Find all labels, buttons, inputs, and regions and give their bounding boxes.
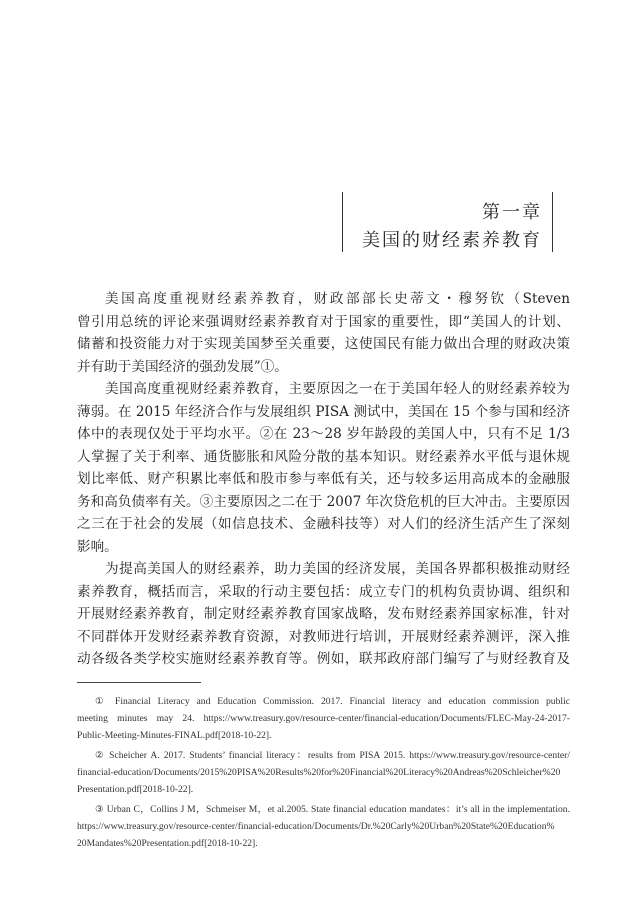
footnotes (77, 693, 570, 855)
footnote-line: ① Financial Literacy and Education Commission. 2017. Financial literacy and education commission public (95, 696, 570, 707)
footnote-line: Public-Meeting-Minutes-FINAL.pdf[2018-10-22]. (77, 730, 272, 741)
paragraph-line: 务和高负债率有关。③主要原因之二在于 2007 年次贷危机的巨大冲击。主要原因 (77, 493, 570, 510)
paragraph-line: 素养教育，概括而言，采取的行动主要包括：成立专门的机构负责协调、组织和 (77, 583, 570, 600)
footnote-line: 20Mandates%20Presentation.pdf[2018-10-22]. (77, 838, 258, 849)
footnote-line: https://www.treasury.gov/resource-center/financial-education/Documents/Dr.%20Carly%20Urban%20State%20Education% (77, 821, 555, 832)
footnote-line: Presentation.pdf[2018-10-22]. (77, 784, 194, 795)
paragraph-line: 为提高美国人的财经素养，助力美国的经济发展，美国各界都积极推动财经 (105, 561, 570, 577)
paragraph-line: 开展财经素养教育，制定财经素养教育国家战略，发布财经素养国家标准，针对 (77, 606, 570, 622)
body-text (77, 288, 570, 671)
chapter-title: 美国的财经素养教育 (362, 230, 542, 251)
chapter-heading (342, 192, 553, 252)
paragraph-line: 影响。 (77, 538, 118, 555)
footnote-divider (77, 682, 201, 683)
paragraph-line: 美国高度重视财经素养教育，主要原因之一在于美国年轻人的财经素养较为 (105, 381, 570, 397)
footnote-line: ③ Urban C，Collins J M，Schmeiser M，et al.2005. State financial education mandates：it’s all in the implementation. (95, 804, 570, 815)
footnote-line: meeting minutes may 24. https://www.treasury.gov/resource-center/financial-education/Documents/FLEC-May-24-2017- (77, 713, 570, 724)
paragraph-line: 曾引用总统的评论来强调财经素养教育对于国家的重要性，即“美国人的计划、 (77, 313, 570, 330)
paragraph-line: 并有助于美国经济的强劲发展”①。 (77, 358, 288, 375)
footnote-line: ② Scheicher A. 2017. Students’ financial literacy：results from PISA 2015. https://www.treasury.gov/resource-center/ (95, 750, 570, 761)
paragraph-line: 美国高度重视财经素养教育，财政部部长史蒂文・穆努钦（Steven (105, 291, 570, 307)
footnote-line: financial-education/Documents/2015%20PISA%20Results%20for%20Financial%20Literacy%20Andreas%20Schleicher%20 (77, 767, 561, 778)
paragraph-line: 人掌握了关于利率、通货膨胀和风险分散的基本知识。财经素养水平低与退休规 (77, 448, 570, 465)
paragraph-line: 动各级各类学校实施财经素养教育等。例如，联邦政府部门编写了与财经教育及 (77, 651, 570, 667)
paragraph-line: 划比率低、财产积累比率低和股市参与率低有关，还与较多运用高成本的金融服 (77, 471, 570, 487)
paragraph-line: 之三在于社会的发展（如信息技术、金融科技等）对人们的经济生活产生了深刻 (77, 516, 570, 532)
paragraph-line: 体中的表现仅处于平均水平。②在 23～28 岁年龄段的美国人中，只有不足 1/3 (77, 426, 570, 442)
paragraph-line: 薄弱。在 2015 年经济合作与发展组织 PISA 测试中，美国在 15 个参与国和经济 (77, 403, 570, 420)
paragraph-line: 储蓄和投资能力对于实现美国梦至关重要，这使国民有能力做出合理的财政决策 (77, 336, 570, 352)
paragraph-line: 不同群体开发财经素养教育资源，对教师进行培训，开展财经素养测评，深入推 (77, 628, 570, 645)
chapter-number: 第一章 (482, 202, 542, 223)
